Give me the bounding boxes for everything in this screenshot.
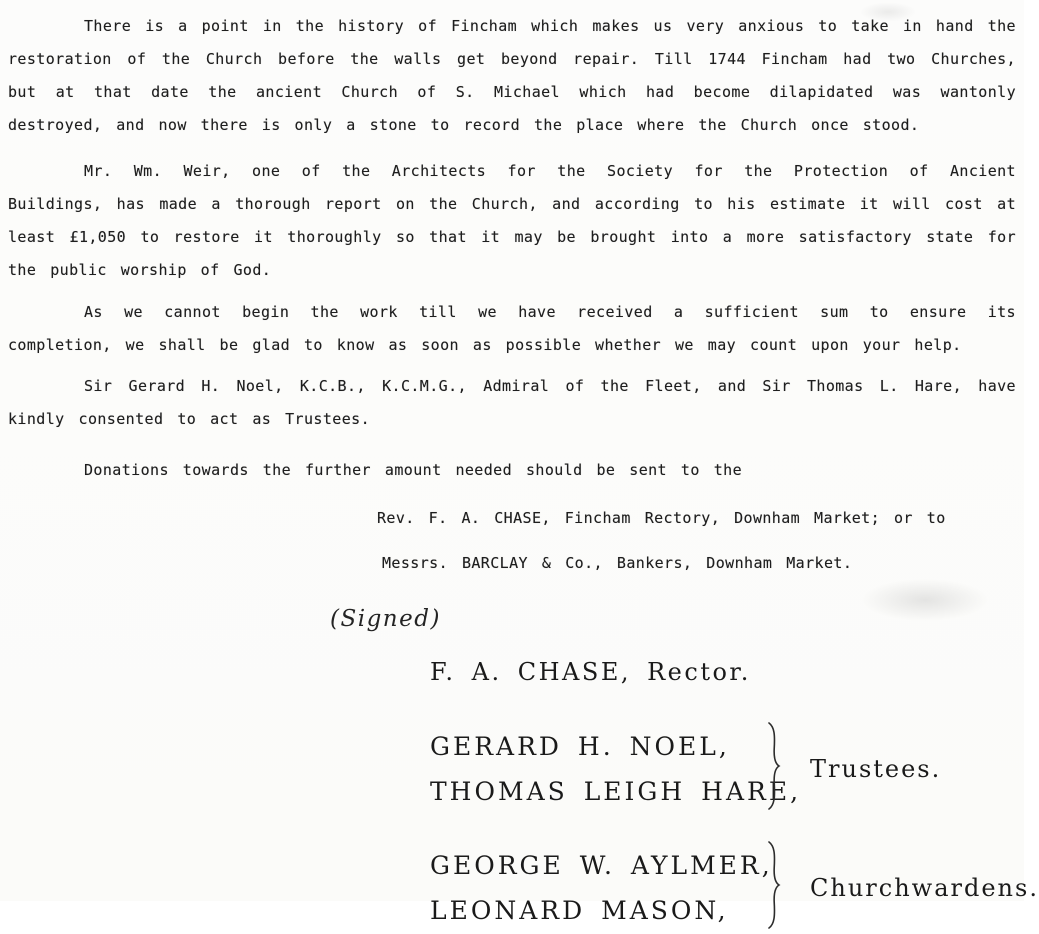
- signature-name: GEORGE W. AYLMER,: [430, 850, 773, 880]
- paragraph-history: There is a point in the history of Fincham which makes us very anxious to take in hand the restoration of the Church before the walls get beyond repair. Till 1744 Fincham had two Churches, but at that date the ancient Church of S. Michael which had become dilapidated was wantonly destroyed, and now there is only a stone to record the place where the Church once stood.: [8, 17, 1016, 134]
- trustees-names: [430, 724, 802, 814]
- rector-signature: F. A. CHASE, Rector.: [430, 658, 751, 686]
- trustees-signature-group: [430, 722, 1016, 815]
- paragraph-architect-report: Mr. Wm. Weir, one of the Architects for the Society for the Protection of Ancient Buildings, has made a thorough report on the Church, and according to his estimate it will cost at least £1,050 to restore it thoroughly so that it may be brought into a more satisfactory state for the public worship of God.: [8, 162, 1016, 279]
- signature-name: GERARD H. NOEL,: [430, 731, 730, 761]
- signed-label: (Signed): [330, 606, 441, 632]
- right-brace-icon: [766, 722, 782, 815]
- paragraph-trustees: Sir Gerard H. Noel, K.C.B., K.C.M.G., Admiral of the Fleet, and Sir Thomas L. Hare, have kindly consented to act as Trustees.: [8, 377, 1016, 428]
- paragraph-donations: Donations towards the further amount needed should be sent to the: [84, 461, 742, 479]
- trustees-role-label: Trustees.: [810, 754, 942, 783]
- recipient-bankers-address: Messrs. BARCLAY & Co., Bankers, Downham Market.: [382, 554, 853, 572]
- churchwardens-signature-group: [430, 841, 1039, 934]
- signature-name: LEONARD MASON,: [430, 895, 729, 925]
- paragraph-appeal: As we cannot begin the work till we have received a sufficient sum to ensure its completion, we shall be glad to know as soon as possible whether we may count upon your help.: [8, 303, 1016, 354]
- right-brace-icon: [766, 841, 782, 934]
- recipient-rector-address: Rev. F. A. CHASE, Fincham Rectory, Downham Market; or to: [377, 509, 946, 527]
- signature-name: THOMAS LEIGH HARE,: [430, 776, 802, 806]
- churchwardens-names: [430, 843, 773, 933]
- churchwardens-role-label: Churchwardens.: [810, 873, 1039, 902]
